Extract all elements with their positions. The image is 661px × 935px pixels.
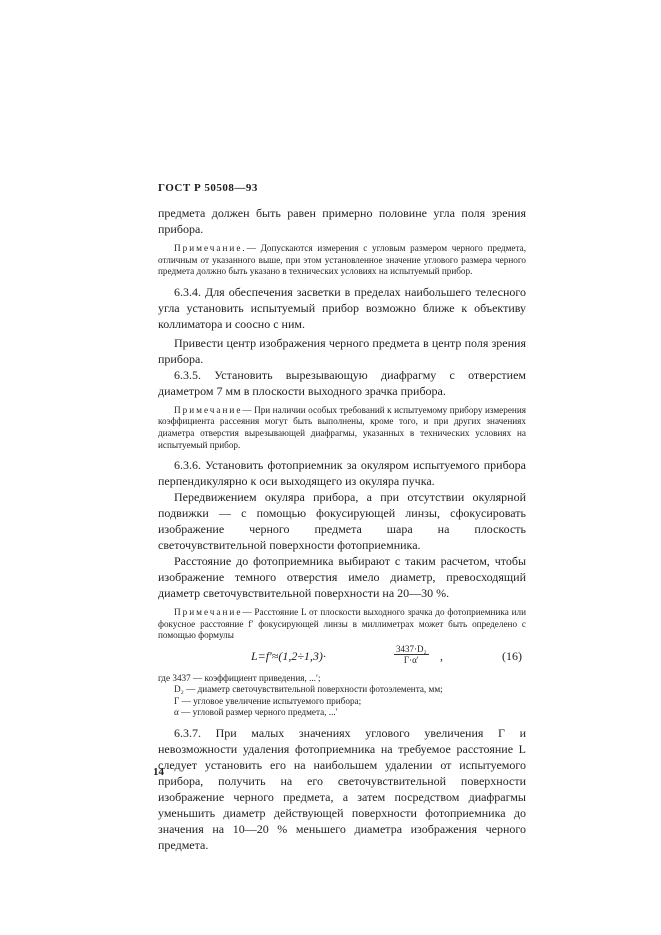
formula-numerator: 3437·D₂ <box>396 643 427 654</box>
formula-main: L=f′≈(1,2÷1,3)· <box>251 648 326 663</box>
page-number: 14 <box>153 766 164 778</box>
note-1-label: Примечание. <box>174 243 247 253</box>
legend-line-1: где 3437 — коэффициент приведения, ...′; <box>158 672 321 683</box>
formula-number: (16) <box>502 648 522 663</box>
paragraph-6-3-6-b: Передвижением окуляра прибора, а при отсутствии окулярной подвижки — с помощью фокусирующей линзы, сфокусировать изображение черного предмета шара на плоскость светочувствительной поверхности фотоприемника. <box>158 490 526 553</box>
legend-line-3: Γ — угловое увеличение испытуемого прибора; <box>174 695 362 706</box>
note-2-label: Примечание <box>174 404 243 415</box>
paragraph-6-3-4-b: Привести центр изображения черного предмета в центр поля зрения прибора. <box>158 335 526 366</box>
paragraph-6-3-4: 6.3.4. Для обеспечения засветки в пределах наибольшего телесного угла установить испытуемый прибор возможно ближе к объективу коллиматора и соосно с ним. <box>158 284 526 331</box>
formula-fraction <box>394 644 429 665</box>
note-1 <box>158 243 526 278</box>
legend-line-4: α — угловой размер черного предмета, ...′ <box>174 707 338 718</box>
note-2-text: — При наличии особых требований к испытуемому прибору измерения коэффициента рассеяния могут быть выполнены, кроме того, и при других значениях диаметра отверстия вырезывающей диафрагмы, указанных в технических условиях на испытуемый прибор. <box>158 404 526 450</box>
doc-code-header: ГОСТ Р 50508—93 <box>158 182 258 194</box>
note-3 <box>158 607 526 642</box>
formula-tail: , <box>440 648 443 663</box>
formula-denominator: Γ·α′ <box>403 654 419 665</box>
paragraph-6-3-6-c: Расстояние до фотоприемника выбирают с таким расчетом, чтобы изображение темного отверстия имело диаметр, превосходящий диаметр светочувствительной поверхности на 20—30 %. <box>158 554 526 601</box>
paragraph-6-3-6: 6.3.6. Установить фотоприемник за окуляром испытуемого прибора перпендикулярно к оси выходящего из окуляра пучка. <box>158 458 526 489</box>
note-3-text: — Расстояние L от плоскости выходного зрачка до фотоприемника или фокусное расстояние f′ фокусирующей линзы в миллиметрах может быть определено с помощью формулы <box>158 607 526 641</box>
body-column <box>158 205 526 853</box>
paragraph-6-3-5: 6.3.5. Установить вырезывающую диафрагму с отверстием диаметром 7 мм в плоскости выходного зрачка прибора. <box>158 367 526 398</box>
legend-line-2: D₂ — диаметр светочувствительной поверхности фотоэлемента, мм; <box>174 684 443 695</box>
note-2 <box>158 405 526 451</box>
paragraph-6-3-7: 6.3.7. При малых значениях углового увеличения Γ и невозможности удаления фотоприемника на требуемое расстояние L следует установить его на наибольшем удалении от испытуемого прибора, получить на его светочувствительной поверхности изображение черного предмета, а затем посредством диафрагмы уменьшить диаметр действующей поверхности фотоприемника до значения на 10—20 % меньшего диаметра изображения черного предмета. <box>158 725 526 852</box>
formula-16 <box>158 645 526 669</box>
paragraph-continuation: предмета должен быть равен примерно половине угла поля зрения прибора. <box>158 206 526 236</box>
note-3-label: Примечание <box>174 607 243 618</box>
note-1-text: — Допускаются измерения с угловым размером черного предмета, отличным от указанного выше, при этом установленное значение углового размера черного предмета должно быть указано в технических условиях на испытуемый прибор. <box>158 243 526 277</box>
